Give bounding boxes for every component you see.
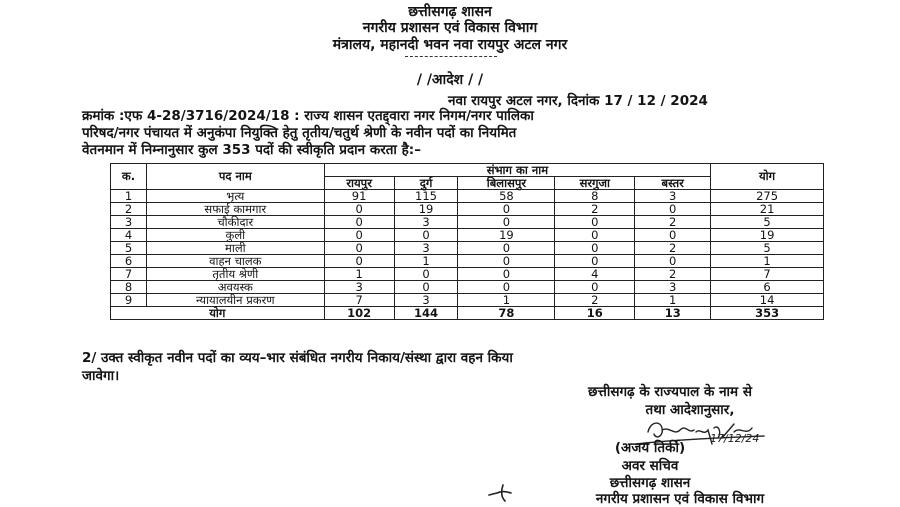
col-bastar-header: बस्तर	[635, 177, 711, 190]
cell-surguja: 0	[555, 255, 635, 268]
signatory-department: नगरीय प्रशासन एवं विकास विभाग	[595, 491, 765, 507]
col-division-group-header: संभाग का नाम	[324, 164, 710, 177]
cell-sno: 9	[111, 294, 147, 307]
cell-raipur: 0	[324, 229, 394, 242]
signatory-govt: छत्तीसगढ़ शासन	[609, 475, 691, 491]
table-row	[111, 203, 824, 216]
cell-raipur: 7	[324, 294, 394, 307]
cell-total: 7	[711, 268, 824, 281]
cell-bastar: 2	[635, 268, 711, 281]
cell-raipur: 102	[324, 307, 394, 320]
table-row	[111, 268, 824, 281]
cell-sno: 6	[111, 255, 147, 268]
col-raipur-header: रायपुर	[324, 177, 394, 190]
cell-bilaspur: 58	[458, 190, 555, 203]
cell-grand-total: 353	[711, 307, 824, 320]
col-surguja-header: सरगुजा	[555, 177, 635, 190]
cell-durg: 144	[394, 307, 458, 320]
col-bilaspur-header: बिलासपुर	[458, 177, 555, 190]
cell-durg: 3	[394, 294, 458, 307]
cell-post: भृत्य	[146, 190, 324, 203]
paragraph-1-line-1: क्रमांक :एफ 4-28/3716/2024/18 : राज्य शासन एतद्द्वारा नगर निगम/नगर पालिका	[82, 108, 534, 124]
signature-authority-line-2: तथा आदेशानुसार,	[645, 402, 735, 418]
cell-post: माली	[146, 242, 324, 255]
col-sno-header: क.	[111, 164, 147, 190]
department-heading: नगरीय प्रशासन एवं विकास विभाग	[362, 20, 538, 36]
cell-total-label: योग	[111, 307, 325, 320]
table-row	[111, 216, 824, 229]
cell-durg: 3	[394, 216, 458, 229]
cell-total: 21	[711, 203, 824, 216]
cell-surguja: 16	[555, 307, 635, 320]
table-header-row	[111, 164, 824, 177]
col-durg-header: दुर्ग	[394, 177, 458, 190]
cell-raipur: 0	[324, 216, 394, 229]
cell-surguja: 2	[555, 294, 635, 307]
cell-durg: 0	[394, 229, 458, 242]
cell-surguja: 0	[555, 281, 635, 294]
cell-bastar: 1	[635, 294, 711, 307]
table-row	[111, 190, 824, 203]
cell-post: चौकीदार	[146, 216, 324, 229]
cell-surguja: 8	[555, 190, 635, 203]
cell-sno: 8	[111, 281, 147, 294]
cell-total: 6	[711, 281, 824, 294]
cell-bastar: 0	[635, 229, 711, 242]
table-row	[111, 242, 824, 255]
cell-bilaspur: 78	[458, 307, 555, 320]
paragraph-2-line-2: जावेगा।	[82, 368, 120, 384]
cell-bastar: 0	[635, 203, 711, 216]
state-govt-heading: छत्तीसगढ़ शासन	[408, 4, 492, 20]
cell-bastar: 3	[635, 281, 711, 294]
cell-sno: 4	[111, 229, 147, 242]
table-row	[111, 229, 824, 242]
cell-total: 14	[711, 294, 824, 307]
cell-bastar: 2	[635, 242, 711, 255]
cell-total: 19	[711, 229, 824, 242]
cell-bilaspur: 0	[458, 268, 555, 281]
cell-bilaspur: 1	[458, 294, 555, 307]
signatory-designation: अवर सचिव	[621, 458, 679, 474]
cell-raipur: 91	[324, 190, 394, 203]
address-line: मंत्रालय, महानदी भवन नवा रायपुर अटल नगर	[332, 37, 568, 53]
sanction-table	[110, 163, 824, 320]
cell-post: सफाई कामगार	[146, 203, 324, 216]
cell-bilaspur: 0	[458, 242, 555, 255]
cell-post: कुली	[146, 229, 324, 242]
cell-durg: 0	[394, 268, 458, 281]
cell-post: तृतीय श्रेणी	[146, 268, 324, 281]
cell-durg: 3	[394, 242, 458, 255]
table-row	[111, 255, 824, 268]
cell-post: न्यायालयीन प्रकरण	[146, 294, 324, 307]
cell-raipur: 3	[324, 281, 394, 294]
cell-surguja: 0	[555, 216, 635, 229]
cell-raipur: 0	[324, 203, 394, 216]
cell-raipur: 0	[324, 255, 394, 268]
cell-bastar: 0	[635, 255, 711, 268]
signature-authority-line-1: छत्तीसगढ़ के राज्यपाल के नाम से	[588, 384, 752, 400]
cell-bastar: 13	[635, 307, 711, 320]
cell-sno: 7	[111, 268, 147, 281]
cell-bilaspur: 0	[458, 216, 555, 229]
paragraph-1-line-2: परिषद/नगर पंचायत में अनुकंपा नियुक्ति हेतु तृतीय/चतुर्थ श्रेणी के नवीन पदों का नियमित	[82, 125, 517, 141]
col-post-header: पद नाम	[146, 164, 324, 190]
cell-raipur: 1	[324, 268, 394, 281]
table-row	[111, 294, 824, 307]
col-total-header: योग	[711, 164, 824, 190]
paragraph-1-line-3: वेतनमान में निम्नानुसार कुल 353 पदों की स्वीकृति प्रदान करता है:–	[82, 142, 421, 158]
cell-durg: 115	[394, 190, 458, 203]
cell-sno: 5	[111, 242, 147, 255]
cell-surguja: 0	[555, 229, 635, 242]
place-date-line: नवा रायपुर अटल नगर, दिनांक 17 / 12 / 2024	[448, 93, 708, 109]
cell-bastar: 3	[635, 190, 711, 203]
signatory-name: (अजय तिर्की)	[614, 440, 686, 456]
cell-durg: 19	[394, 203, 458, 216]
cell-raipur: 0	[324, 242, 394, 255]
cell-bilaspur: 0	[458, 203, 555, 216]
cell-surguja: 0	[555, 242, 635, 255]
cell-surguja: 4	[555, 268, 635, 281]
table-row	[111, 281, 824, 294]
cell-total: 1	[711, 255, 824, 268]
header-divider	[405, 56, 497, 57]
cell-total: 275	[711, 190, 824, 203]
cell-bastar: 2	[635, 216, 711, 229]
table-total-row	[111, 307, 824, 320]
signature-date: 17/12/24	[710, 432, 760, 445]
cell-total: 5	[711, 216, 824, 229]
cell-post: वाहन चालक	[146, 255, 324, 268]
cell-post: अवयस्क	[146, 281, 324, 294]
cell-sno: 2	[111, 203, 147, 216]
cell-sno: 1	[111, 190, 147, 203]
cell-sno: 3	[111, 216, 147, 229]
cell-surguja: 2	[555, 203, 635, 216]
initial-mark-icon	[487, 483, 515, 503]
cell-bilaspur: 0	[458, 281, 555, 294]
order-title: / /आदेश / /	[416, 72, 484, 88]
cell-total: 5	[711, 242, 824, 255]
cell-bilaspur: 19	[458, 229, 555, 242]
paragraph-2-line-1: 2/ उक्त स्वीकृत नवीन पदों का व्यय–भार संबंधित नगरीय निकाय/संस्था द्वारा वहन किया	[82, 350, 513, 366]
cell-bilaspur: 0	[458, 255, 555, 268]
cell-durg: 0	[394, 281, 458, 294]
cell-durg: 1	[394, 255, 458, 268]
